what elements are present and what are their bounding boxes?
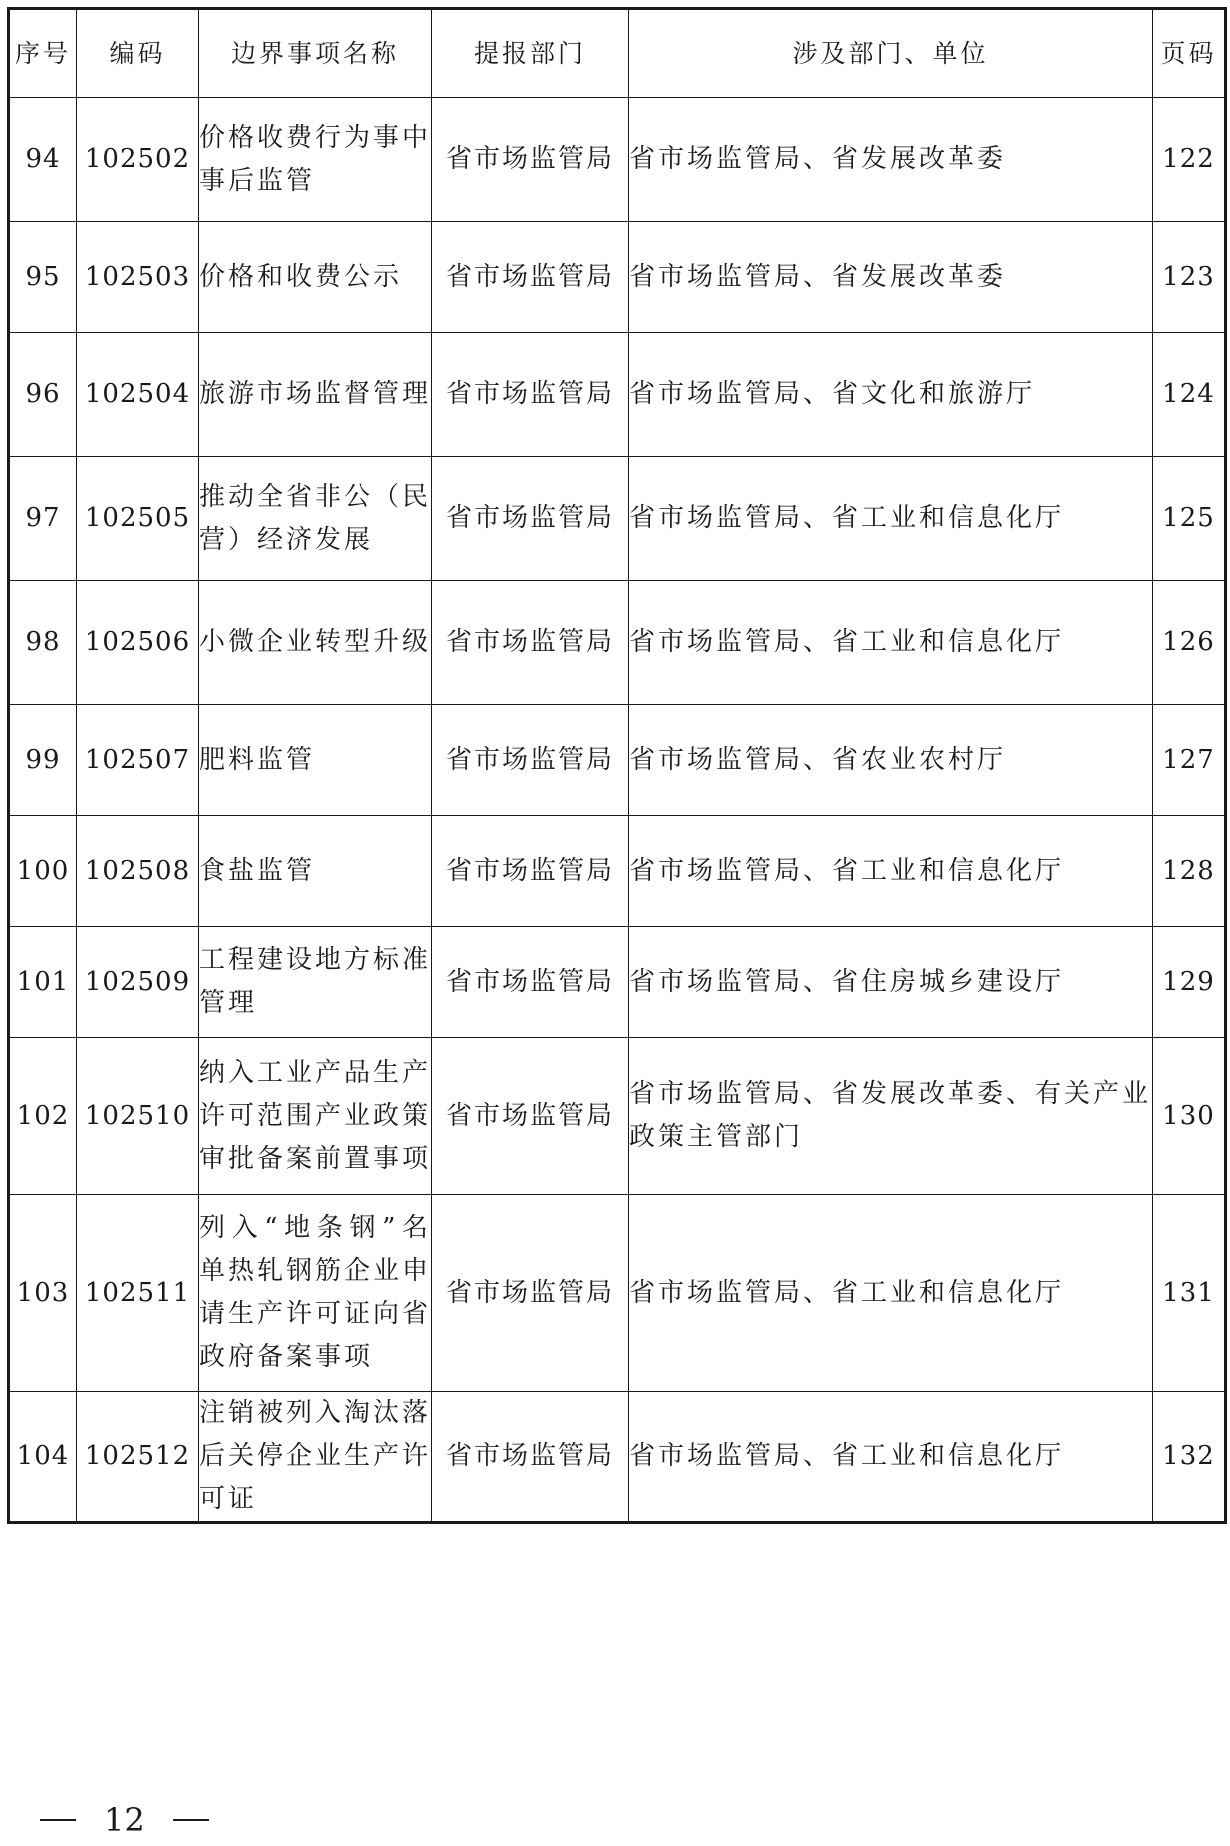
cell-name: 旅游市场监督管理 [199, 333, 432, 457]
table-header-row [9, 9, 1226, 98]
table-row [9, 222, 1226, 333]
cell-page: 124 [1153, 333, 1226, 457]
cell-name: 价格和收费公示 [199, 222, 432, 333]
cell-page: 128 [1153, 816, 1226, 927]
cell-involved: 省市场监管局、省住房城乡建设厅 [629, 927, 1153, 1038]
cell-dept: 省市场监管局 [432, 927, 629, 1038]
cell-code: 102505 [77, 457, 199, 581]
cell-index: 94 [9, 98, 77, 222]
cell-name: 纳入工业产品生产许可范围产业政策审批备案前置事项 [199, 1038, 432, 1195]
cell-dept: 省市场监管局 [432, 705, 629, 816]
cell-code: 102511 [77, 1195, 199, 1392]
table-row [9, 1038, 1226, 1195]
header-index: 序号 [9, 9, 77, 98]
cell-name: 肥料监管 [199, 705, 432, 816]
cell-page: 122 [1153, 98, 1226, 222]
cell-involved: 省市场监管局、省农业农村厅 [629, 705, 1153, 816]
cell-index: 104 [9, 1392, 77, 1523]
cell-name: 价格收费行为事中事后监管 [199, 98, 432, 222]
cell-dept: 省市场监管局 [432, 98, 629, 222]
header-page: 页码 [1153, 9, 1226, 98]
table-row [9, 927, 1226, 1038]
cell-code: 102512 [77, 1392, 199, 1523]
table-row [9, 457, 1226, 581]
cell-name: 推动全省非公（民营）经济发展 [199, 457, 432, 581]
cell-page: 131 [1153, 1195, 1226, 1392]
cell-involved: 省市场监管局、省工业和信息化厅 [629, 816, 1153, 927]
cell-page: 123 [1153, 222, 1226, 333]
cell-index: 100 [9, 816, 77, 927]
table-row [9, 581, 1226, 705]
cell-name: 注销被列入淘汰落后关停企业生产许可证 [199, 1392, 432, 1523]
footer-dash-right [173, 1819, 209, 1821]
cell-index: 99 [9, 705, 77, 816]
header-involved: 涉及部门、单位 [629, 9, 1153, 98]
cell-dept: 省市场监管局 [432, 457, 629, 581]
cell-involved: 省市场监管局、省工业和信息化厅 [629, 1392, 1153, 1523]
cell-index: 96 [9, 333, 77, 457]
cell-index: 95 [9, 222, 77, 333]
page-footer [40, 1800, 209, 1840]
header-code: 编码 [77, 9, 199, 98]
page-number: 12 [104, 1801, 145, 1839]
cell-code: 102502 [77, 98, 199, 222]
cell-page: 130 [1153, 1038, 1226, 1195]
table-row [9, 1195, 1226, 1392]
cell-involved: 省市场监管局、省发展改革委 [629, 98, 1153, 222]
document-page [7, 7, 1224, 1524]
cell-page: 129 [1153, 927, 1226, 1038]
cell-page: 125 [1153, 457, 1226, 581]
cell-dept: 省市场监管局 [432, 1038, 629, 1195]
cell-involved: 省市场监管局、省文化和旅游厅 [629, 333, 1153, 457]
cell-involved: 省市场监管局、省发展改革委 [629, 222, 1153, 333]
cell-involved: 省市场监管局、省工业和信息化厅 [629, 581, 1153, 705]
cell-page: 126 [1153, 581, 1226, 705]
table-row [9, 1392, 1226, 1523]
cell-code: 102507 [77, 705, 199, 816]
cell-page: 127 [1153, 705, 1226, 816]
cell-code: 102508 [77, 816, 199, 927]
cell-index: 98 [9, 581, 77, 705]
footer-dash-left [40, 1819, 76, 1821]
cell-name: 列入“地条钢”名单热轧钢筋企业申请生产许可证向省政府备案事项 [199, 1195, 432, 1392]
cell-index: 101 [9, 927, 77, 1038]
table-row [9, 816, 1226, 927]
cell-name: 食盐监管 [199, 816, 432, 927]
cell-dept: 省市场监管局 [432, 333, 629, 457]
cell-code: 102504 [77, 333, 199, 457]
cell-page: 132 [1153, 1392, 1226, 1523]
cell-index: 102 [9, 1038, 77, 1195]
cell-dept: 省市场监管局 [432, 1195, 629, 1392]
cell-code: 102506 [77, 581, 199, 705]
cell-involved: 省市场监管局、省工业和信息化厅 [629, 1195, 1153, 1392]
cell-involved: 省市场监管局、省工业和信息化厅 [629, 457, 1153, 581]
cell-code: 102503 [77, 222, 199, 333]
cell-code: 102510 [77, 1038, 199, 1195]
table-row [9, 705, 1226, 816]
header-name: 边界事项名称 [199, 9, 432, 98]
boundary-items-table [7, 7, 1227, 1524]
cell-index: 103 [9, 1195, 77, 1392]
cell-name: 小微企业转型升级 [199, 581, 432, 705]
cell-index: 97 [9, 457, 77, 581]
cell-code: 102509 [77, 927, 199, 1038]
cell-involved: 省市场监管局、省发展改革委、有关产业政策主管部门 [629, 1038, 1153, 1195]
cell-dept: 省市场监管局 [432, 1392, 629, 1523]
header-dept: 提报部门 [432, 9, 629, 98]
cell-dept: 省市场监管局 [432, 581, 629, 705]
cell-dept: 省市场监管局 [432, 816, 629, 927]
cell-name: 工程建设地方标准管理 [199, 927, 432, 1038]
table-row [9, 98, 1226, 222]
cell-dept: 省市场监管局 [432, 222, 629, 333]
table-row [9, 333, 1226, 457]
